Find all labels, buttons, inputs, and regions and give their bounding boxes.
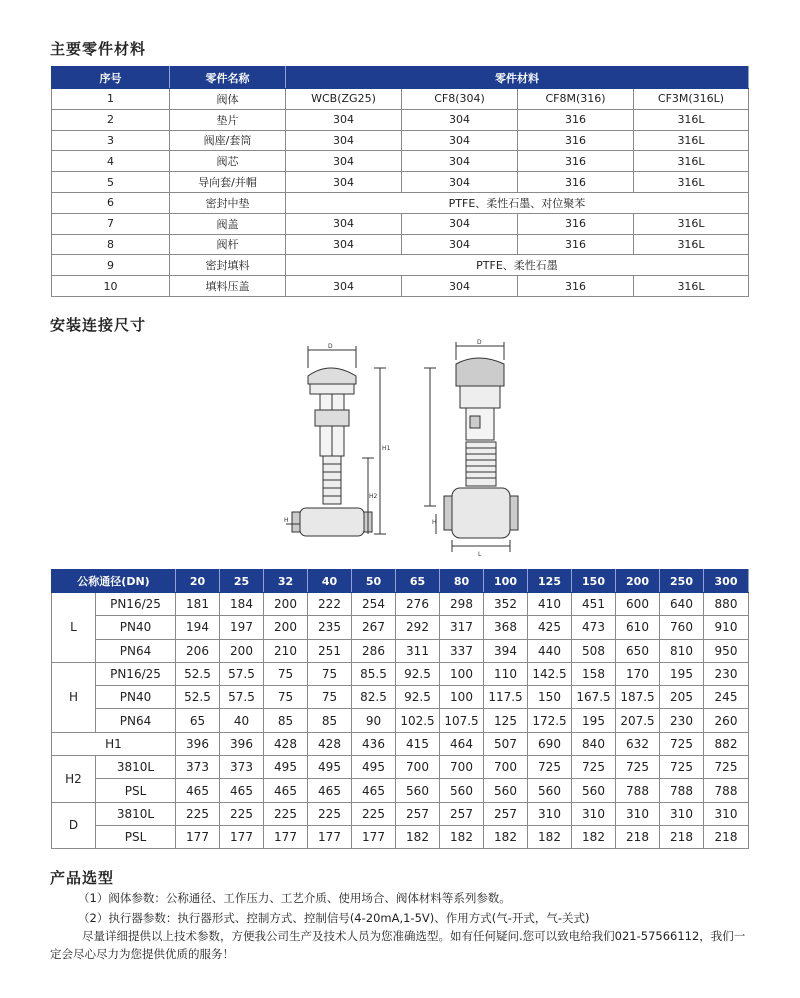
- dimension-value: 725: [572, 756, 616, 779]
- right-actuator-cover: [456, 358, 504, 386]
- dimension-value: 465: [176, 779, 220, 802]
- dimension-value: 788: [660, 779, 704, 802]
- dimension-value: 310: [616, 802, 660, 825]
- dimension-value: 222: [308, 593, 352, 616]
- dimension-value: 310: [660, 802, 704, 825]
- dimension-value: 368: [484, 616, 528, 639]
- dn-header-cell: 20: [176, 570, 220, 593]
- dimension-value: 182: [484, 825, 528, 848]
- part-name: 导向套/并帽: [170, 172, 286, 193]
- right-d-label: D: [477, 339, 482, 346]
- materials-row: [52, 234, 749, 255]
- dn-header-cell: 80: [440, 570, 484, 593]
- dimension-sub-label: PSL: [96, 779, 176, 802]
- material-cell: CF8M(316): [518, 89, 634, 110]
- dimension-group-label: L: [52, 593, 96, 663]
- dimension-value: 75: [264, 686, 308, 709]
- dimension-value: 125: [484, 709, 528, 732]
- dimension-value: 65: [176, 709, 220, 732]
- dimension-row: [52, 686, 749, 709]
- dimension-value: 267: [352, 616, 396, 639]
- selection-paragraph-2: （2）执行器参数：执行器形式、控制方式、控制信号(4-20mA,1-5V)、作用方式(气-开式，气-关式): [78, 911, 590, 925]
- dimension-value: 560: [528, 779, 572, 802]
- dimension-value: 725: [616, 756, 660, 779]
- dimension-value: 508: [572, 639, 616, 662]
- right-valve-body: [452, 488, 510, 538]
- dn-header-cell: 200: [616, 570, 660, 593]
- row-number: 3: [52, 130, 170, 151]
- dimension-value: 182: [396, 825, 440, 848]
- dimension-value: 465: [220, 779, 264, 802]
- dimension-value: 910: [704, 616, 749, 639]
- dimension-value: 90: [352, 709, 396, 732]
- dimension-value: 560: [396, 779, 440, 802]
- material-cell: 304: [402, 130, 518, 151]
- dimension-value: 177: [220, 825, 264, 848]
- dimension-value: 107.5: [440, 709, 484, 732]
- materials-row: [52, 151, 749, 172]
- dimension-value: 200: [220, 639, 264, 662]
- dimension-value: 52.5: [176, 662, 220, 685]
- dimension-sub-label: 3810L: [96, 756, 176, 779]
- material-cell: 304: [286, 172, 402, 193]
- right-h-label: H: [432, 519, 437, 526]
- dimension-value: 181: [176, 593, 220, 616]
- dimensions-header-row: [52, 570, 749, 593]
- dimension-value: 396: [176, 732, 220, 755]
- row-number: 5: [52, 172, 170, 193]
- dimension-value: 473: [572, 616, 616, 639]
- dn-header-cell: 125: [528, 570, 572, 593]
- material-cell: 316: [518, 213, 634, 234]
- dimension-value: 235: [308, 616, 352, 639]
- dimension-value: 85: [264, 709, 308, 732]
- left-actuator-diaphragm: [308, 368, 356, 384]
- dimension-value: 182: [572, 825, 616, 848]
- material-cell: 316L: [634, 213, 749, 234]
- materials-row: [52, 130, 749, 151]
- dimension-value: 451: [572, 593, 616, 616]
- dimension-value: 428: [264, 732, 308, 755]
- materials-row: [52, 276, 749, 297]
- dimension-sub-label: PSL: [96, 825, 176, 848]
- dimension-value: 640: [660, 593, 704, 616]
- left-h2-label: H2: [369, 493, 378, 500]
- dimension-value: 57.5: [220, 686, 264, 709]
- dimension-value: 436: [352, 732, 396, 755]
- dimension-value: 52.5: [176, 686, 220, 709]
- dn-header-cell: 50: [352, 570, 396, 593]
- dimension-value: 257: [484, 802, 528, 825]
- material-cell: WCB(ZG25): [286, 89, 402, 110]
- material-cell: 316L: [634, 151, 749, 172]
- dimension-value: 700: [484, 756, 528, 779]
- materials-row: [52, 109, 749, 130]
- dn-header-cell: 65: [396, 570, 440, 593]
- header-material: 零件材料: [286, 67, 749, 89]
- material-span-cell: PTFE、柔性石墨、对位聚苯: [286, 192, 749, 213]
- dn-header-cell: 32: [264, 570, 308, 593]
- dimension-sub-label: PN40: [96, 616, 176, 639]
- row-number: 8: [52, 234, 170, 255]
- material-cell: 316L: [634, 109, 749, 130]
- dimension-value: 85.5: [352, 662, 396, 685]
- material-cell: 316: [518, 109, 634, 130]
- dimension-value: 507: [484, 732, 528, 755]
- dimension-value: 254: [352, 593, 396, 616]
- dimension-sub-label: PN64: [96, 709, 176, 732]
- material-cell: 304: [402, 151, 518, 172]
- material-cell: 304: [402, 172, 518, 193]
- dimension-value: 950: [704, 639, 749, 662]
- dimension-value: 82.5: [352, 686, 396, 709]
- dimensions-table: [51, 569, 749, 849]
- material-cell: CF3M(316L): [634, 89, 749, 110]
- header-no: 序号: [52, 67, 170, 89]
- dimension-value: 440: [528, 639, 572, 662]
- material-cell: 304: [402, 109, 518, 130]
- dimension-value: 257: [440, 802, 484, 825]
- materials-row: [52, 213, 749, 234]
- dimension-value: 298: [440, 593, 484, 616]
- dimension-row: [52, 709, 749, 732]
- material-cell: 304: [402, 276, 518, 297]
- header-part-name: 零件名称: [170, 67, 286, 89]
- left-h-label: H: [284, 517, 289, 524]
- left-valve-body: [300, 508, 364, 536]
- dimension-value: 177: [308, 825, 352, 848]
- dimension-sub-label: PN40: [96, 686, 176, 709]
- dimension-value: 245: [704, 686, 749, 709]
- materials-row: [52, 192, 749, 213]
- dimension-value: 788: [704, 779, 749, 802]
- material-cell: 304: [286, 234, 402, 255]
- dimension-value: 207.5: [616, 709, 660, 732]
- dimension-value: 425: [528, 616, 572, 639]
- dimension-label: H1: [52, 732, 176, 755]
- selection-section-title: 产品选型: [50, 869, 115, 887]
- dimension-value: 464: [440, 732, 484, 755]
- dimension-value: 560: [572, 779, 616, 802]
- part-name: 密封填料: [170, 255, 286, 276]
- dn-header-cell: 100: [484, 570, 528, 593]
- material-cell: CF8(304): [402, 89, 518, 110]
- dimension-value: 760: [660, 616, 704, 639]
- dimension-value: 373: [220, 756, 264, 779]
- dimension-value: 880: [704, 593, 749, 616]
- row-number: 9: [52, 255, 170, 276]
- dimension-value: 177: [264, 825, 308, 848]
- dimension-row: [52, 756, 749, 779]
- dimension-value: 225: [308, 802, 352, 825]
- material-cell: 316: [518, 234, 634, 255]
- dimension-value: 230: [704, 662, 749, 685]
- dimension-sub-label: 3810L: [96, 802, 176, 825]
- material-cell: 316: [518, 130, 634, 151]
- material-cell: 316: [518, 151, 634, 172]
- dimension-value: 100: [440, 686, 484, 709]
- dimension-value: 170: [616, 662, 660, 685]
- dimension-value: 251: [308, 639, 352, 662]
- dimension-row: [52, 825, 749, 848]
- dimension-value: 352: [484, 593, 528, 616]
- dimension-value: 85: [308, 709, 352, 732]
- dimension-value: 810: [660, 639, 704, 662]
- material-span-cell: PTFE、柔性石墨: [286, 255, 749, 276]
- material-cell: 316L: [634, 234, 749, 255]
- dimension-sub-label: PN16/25: [96, 593, 176, 616]
- materials-row: [52, 172, 749, 193]
- material-cell: 304: [286, 151, 402, 172]
- selection-paragraph-1: （1）阀体参数：公称通径、工作压力、工艺介质、使用场合、阀体材料等系列参数。: [78, 891, 511, 905]
- dimension-value: 102.5: [396, 709, 440, 732]
- dimension-value: 172.5: [528, 709, 572, 732]
- install-section-title: 安装连接尺寸: [50, 316, 147, 334]
- dimension-value: 205: [660, 686, 704, 709]
- dimension-value: 373: [176, 756, 220, 779]
- dimension-value: 92.5: [396, 662, 440, 685]
- dimension-value: 182: [528, 825, 572, 848]
- dimension-value: 92.5: [396, 686, 440, 709]
- dimension-value: 725: [704, 756, 749, 779]
- dimension-value: 725: [528, 756, 572, 779]
- dimension-value: 187.5: [616, 686, 660, 709]
- dimension-value: 75: [264, 662, 308, 685]
- dimension-value: 465: [352, 779, 396, 802]
- part-name: 填料压盖: [170, 276, 286, 297]
- dimension-value: 158: [572, 662, 616, 685]
- dimension-value: 197: [220, 616, 264, 639]
- material-cell: 316: [518, 172, 634, 193]
- dimension-value: 415: [396, 732, 440, 755]
- dimension-value: 260: [704, 709, 749, 732]
- part-name: 阀座/套筒: [170, 130, 286, 151]
- material-cell: 316L: [634, 172, 749, 193]
- dimension-value: 177: [352, 825, 396, 848]
- selection-paragraph-4: 定会尽心尽力为您提供优质的服务！: [50, 947, 234, 961]
- dimension-value: 40: [220, 709, 264, 732]
- dimension-value: 117.5: [484, 686, 528, 709]
- row-number: 7: [52, 213, 170, 234]
- material-cell: 304: [402, 234, 518, 255]
- dimension-value: 200: [264, 616, 308, 639]
- part-name: 垫片: [170, 109, 286, 130]
- dimension-group-label: H: [52, 662, 96, 732]
- dimension-row: [52, 779, 749, 802]
- dimension-row: [52, 662, 749, 685]
- dimension-value: 650: [616, 639, 660, 662]
- dimension-value: 560: [484, 779, 528, 802]
- dimension-row: [52, 593, 749, 616]
- material-cell: 304: [286, 213, 402, 234]
- dimension-value: 292: [396, 616, 440, 639]
- material-cell: 304: [286, 276, 402, 297]
- dimension-value: 257: [396, 802, 440, 825]
- material-cell: 304: [286, 109, 402, 130]
- dimension-value: 410: [528, 593, 572, 616]
- dimension-value: 75: [308, 686, 352, 709]
- dimension-value: 142.5: [528, 662, 572, 685]
- materials-section-title: 主要零件材料: [50, 40, 147, 58]
- material-cell: 316L: [634, 130, 749, 151]
- header-dn: 公称通径(DN): [52, 570, 176, 593]
- dimension-value: 610: [616, 616, 660, 639]
- dimension-value: 428: [308, 732, 352, 755]
- dimension-value: 632: [616, 732, 660, 755]
- dimension-value: 276: [396, 593, 440, 616]
- part-name: 阀盖: [170, 213, 286, 234]
- dimension-value: 310: [704, 802, 749, 825]
- dn-header-cell: 25: [220, 570, 264, 593]
- dimension-value: 725: [660, 732, 704, 755]
- materials-row: [52, 255, 749, 276]
- dimension-value: 182: [440, 825, 484, 848]
- dimension-value: 725: [660, 756, 704, 779]
- dimension-value: 225: [220, 802, 264, 825]
- dimension-value: 560: [440, 779, 484, 802]
- dn-header-cell: 300: [704, 570, 749, 593]
- materials-row: [52, 89, 749, 110]
- dimension-sub-label: PN64: [96, 639, 176, 662]
- part-name: 密封中垫: [170, 192, 286, 213]
- dimension-value: 788: [616, 779, 660, 802]
- dimension-value: 218: [660, 825, 704, 848]
- dimension-group-label: D: [52, 802, 96, 849]
- dimension-value: 337: [440, 639, 484, 662]
- dimension-value: 200: [264, 593, 308, 616]
- material-cell: 304: [402, 213, 518, 234]
- left-d-label: D: [328, 343, 333, 350]
- dimension-row: [52, 802, 749, 825]
- right-l-label: L: [478, 551, 482, 558]
- selection-paragraph-3: 尽量详细提供以上技术参数，方便我公司生产及技术人员为您准确选型。如有任何疑问.您可以致电给我们021-57566112，我们一: [82, 929, 746, 943]
- material-cell: 316: [518, 276, 634, 297]
- dimension-value: 75: [308, 662, 352, 685]
- dimension-value: 218: [616, 825, 660, 848]
- dimension-value: 310: [572, 802, 616, 825]
- valve-dimension-drawing: [270, 338, 550, 558]
- dimension-value: 394: [484, 639, 528, 662]
- dimension-value: 286: [352, 639, 396, 662]
- dimension-value: 167.5: [572, 686, 616, 709]
- dimension-value: 465: [264, 779, 308, 802]
- dimension-value: 206: [176, 639, 220, 662]
- materials-header-row: [52, 67, 749, 89]
- dimension-group-label: H2: [52, 756, 96, 803]
- row-number: 2: [52, 109, 170, 130]
- dimension-value: 177: [176, 825, 220, 848]
- row-number: 10: [52, 276, 170, 297]
- dimension-value: 195: [660, 662, 704, 685]
- left-h1-label: H1: [382, 445, 391, 452]
- dimension-value: 225: [176, 802, 220, 825]
- dimension-value: 700: [440, 756, 484, 779]
- dn-header-cell: 250: [660, 570, 704, 593]
- row-number: 4: [52, 151, 170, 172]
- dimension-row: [52, 732, 749, 755]
- dimension-value: 700: [396, 756, 440, 779]
- dimension-value: 317: [440, 616, 484, 639]
- dimension-value: 100: [440, 662, 484, 685]
- dimension-value: 495: [264, 756, 308, 779]
- dimension-value: 225: [352, 802, 396, 825]
- dimension-value: 495: [352, 756, 396, 779]
- dimension-row: [52, 639, 749, 662]
- part-name: 阀体: [170, 89, 286, 110]
- dimension-value: 218: [704, 825, 749, 848]
- dn-header-cell: 40: [308, 570, 352, 593]
- dimension-row: [52, 616, 749, 639]
- dimension-value: 690: [528, 732, 572, 755]
- dimension-value: 57.5: [220, 662, 264, 685]
- dimension-value: 150: [528, 686, 572, 709]
- dimension-value: 110: [484, 662, 528, 685]
- dimension-value: 882: [704, 732, 749, 755]
- dimension-value: 225: [264, 802, 308, 825]
- part-name: 阀杆: [170, 234, 286, 255]
- dimension-value: 495: [308, 756, 352, 779]
- dimension-value: 311: [396, 639, 440, 662]
- dimension-value: 195: [572, 709, 616, 732]
- dimension-value: 184: [220, 593, 264, 616]
- dimension-value: 230: [660, 709, 704, 732]
- dimension-value: 194: [176, 616, 220, 639]
- dimension-value: 600: [616, 593, 660, 616]
- dimension-sub-label: PN16/25: [96, 662, 176, 685]
- row-number: 1: [52, 89, 170, 110]
- material-cell: 304: [286, 130, 402, 151]
- dimension-value: 310: [528, 802, 572, 825]
- dimension-value: 465: [308, 779, 352, 802]
- dn-header-cell: 150: [572, 570, 616, 593]
- materials-table: [51, 66, 749, 297]
- part-name: 阀芯: [170, 151, 286, 172]
- material-cell: 316L: [634, 276, 749, 297]
- dimension-value: 396: [220, 732, 264, 755]
- dimension-value: 210: [264, 639, 308, 662]
- dimension-value: 840: [572, 732, 616, 755]
- row-number: 6: [52, 192, 170, 213]
